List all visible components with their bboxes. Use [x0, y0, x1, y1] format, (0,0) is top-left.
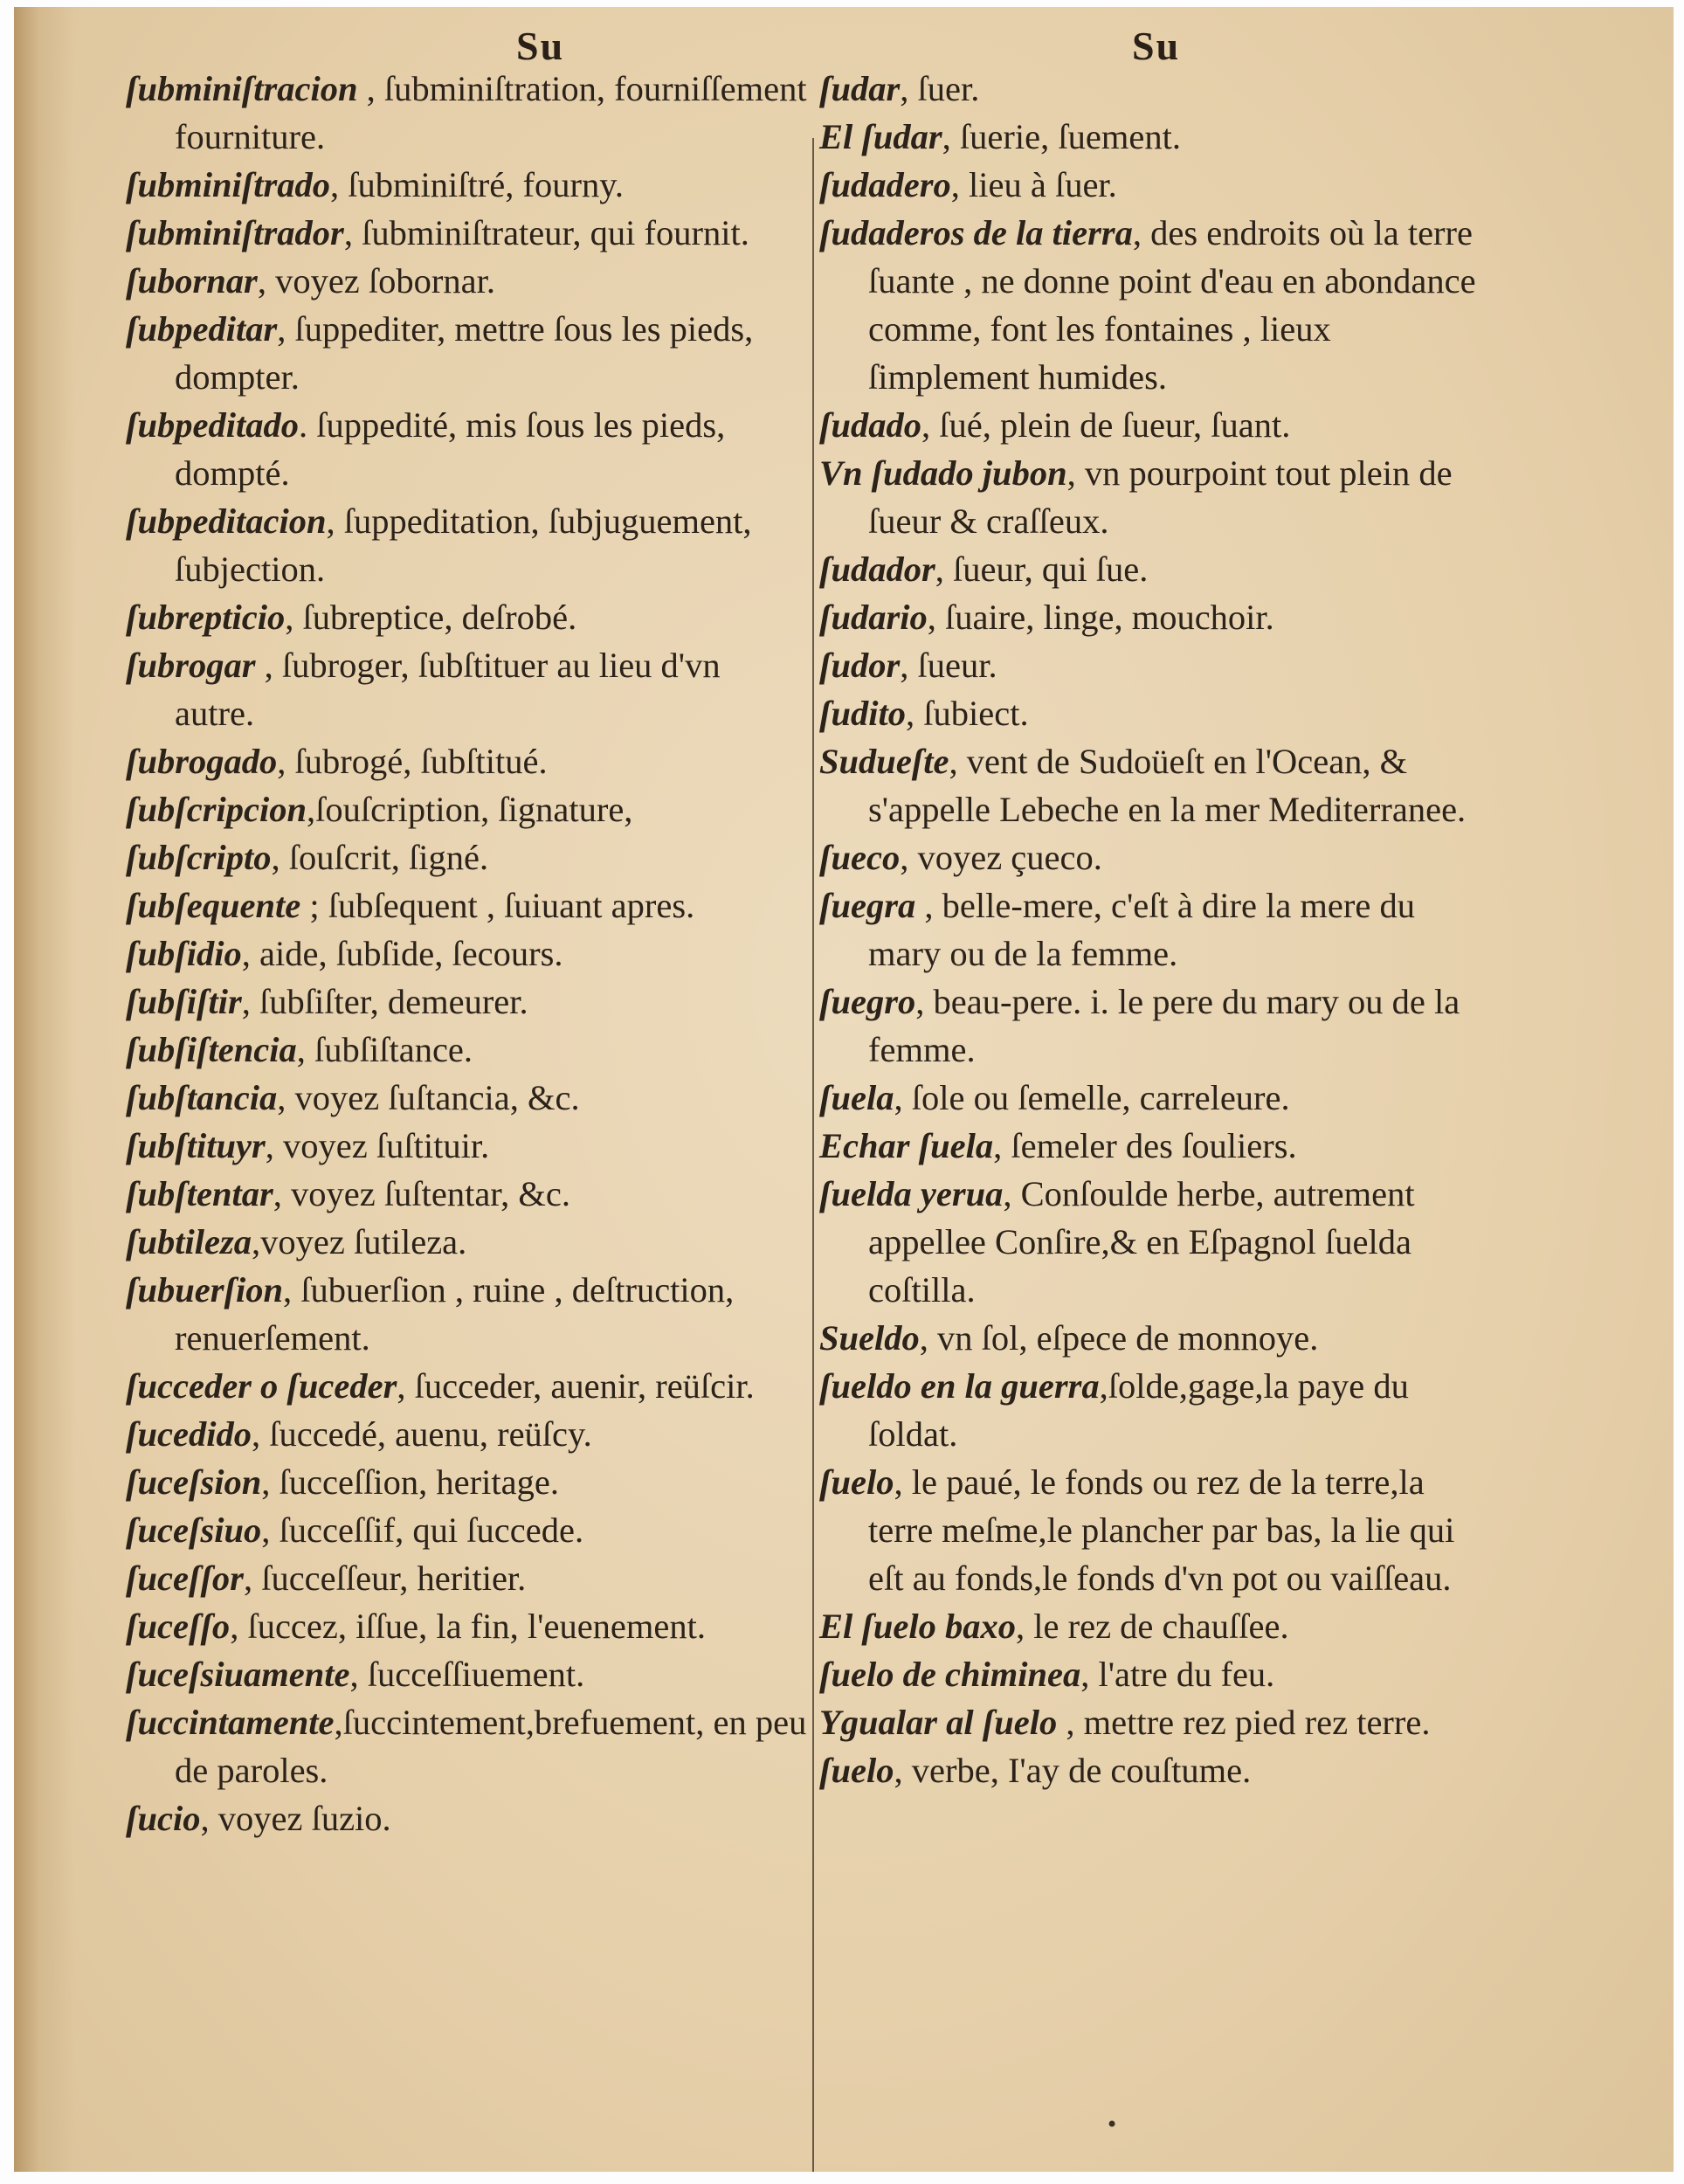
headword: ſubpeditado [126, 405, 299, 445]
dictionary-entry [819, 161, 1487, 209]
definition: , ſucceſſiuement. [349, 1655, 585, 1694]
headword: ſubornar [126, 261, 258, 301]
headword: ſucedido [126, 1414, 252, 1454]
dictionary-entry [126, 930, 807, 978]
dictionary-entry [819, 1746, 1487, 1794]
dictionary-entry [819, 1314, 1487, 1362]
dictionary-entry [126, 209, 807, 257]
headword: ſuelo de chiminea [819, 1655, 1081, 1694]
dictionary-entry [126, 65, 807, 161]
headword: ſubſcripto [126, 838, 272, 877]
headword: ſubrepticio [126, 598, 286, 637]
dictionary-entry [126, 1506, 807, 1554]
headword: ſudaderos de la tierra [819, 213, 1133, 252]
right-column [819, 65, 1492, 1794]
headword: ſubuerſion [126, 1270, 284, 1310]
definition: , ſubuerſion , ruine , deſtruction, renuerſement. [175, 1270, 735, 1358]
headword: Sueldo [819, 1318, 920, 1358]
headword: El ſuelo baxo [819, 1607, 1017, 1646]
headword: ſubſtituyr [126, 1126, 266, 1165]
headword: ſudadero [819, 165, 951, 204]
dictionary-entry [126, 785, 807, 833]
definition: , ſubminiſtrateur, qui fournit. [343, 213, 749, 252]
definition: , Conſoulde herbe, autrement appellee Conſire,& en Eſpagnol ſuelda coſtilla. [868, 1174, 1415, 1310]
dictionary-entry [126, 833, 807, 881]
headword: Sudueſte [819, 742, 949, 781]
definition: , ſucceder, auenir, reüſcir. [397, 1366, 755, 1406]
definition: , ſucceſſif, qui ſuccede. [261, 1510, 584, 1550]
dictionary-entry [819, 545, 1487, 593]
definition: , mettre rez pied rez terre. [1057, 1703, 1431, 1742]
definition: , ſuccez, iſſue, la fin, l'euenement. [230, 1607, 706, 1646]
definition: , ſubſiſtance. [296, 1030, 473, 1069]
headword: Echar ſuela [819, 1126, 994, 1165]
definition: ,voyez ſutileza. [252, 1222, 467, 1261]
definition: , ſueur, qui ſue. [935, 549, 1149, 589]
headword: ſubminiſtrador [126, 213, 344, 252]
headword: ſubſcripcion [126, 790, 307, 829]
headword: ſuceſſo [126, 1607, 231, 1646]
definition: , ſuppediter, mettre ſous les pieds, dompter. [175, 309, 754, 397]
definition: , ſuer. [900, 69, 980, 108]
dictionary-entry [126, 1650, 807, 1698]
dictionary-entry [819, 833, 1487, 881]
definition: , l'atre du feu. [1080, 1655, 1275, 1694]
headword: ſucceder o ſuceder [126, 1366, 397, 1406]
definition: , ſucceſſion, heritage. [261, 1462, 559, 1502]
definition: ,ſolde,gage,la paye du ſoldat. [868, 1366, 1409, 1454]
definition: ,ſuccintement,brefuement, en peu de paroles. [175, 1703, 807, 1790]
dictionary-entry [819, 1602, 1487, 1650]
headword: ſuceſsiuo [126, 1510, 262, 1550]
dictionary-entry [819, 1458, 1487, 1602]
headword: ſuelo [819, 1751, 894, 1790]
definition: , ſuaire, linge, mouchoir. [927, 598, 1274, 637]
definition: , ſuccedé, auenu, reüſcy. [251, 1414, 592, 1454]
dictionary-entry [126, 1362, 807, 1410]
headword: ſuegra [819, 886, 916, 925]
dictionary-entry [126, 1602, 807, 1650]
dictionary-entry [819, 737, 1487, 833]
definition: , ſuerie, ſuement. [942, 117, 1181, 156]
dictionary-entry [819, 1074, 1487, 1122]
dictionary-entry [126, 1218, 807, 1266]
definition: , voyez ſobornar. [257, 261, 495, 301]
dictionary-entry [126, 1410, 807, 1458]
dictionary-entry [819, 113, 1487, 161]
definition: , ſubroger, ſubſtituer au lieu d'vn autre. [175, 646, 721, 733]
dictionary-entry [126, 881, 807, 930]
definition: , ſemeler des ſouliers. [993, 1126, 1297, 1165]
headword: ſubtileza [126, 1222, 252, 1261]
dictionary-entry [126, 641, 807, 737]
headword: ſudador [819, 549, 935, 589]
definition: , ſuppeditation, ſubjuguement, ſubjection. [175, 501, 752, 589]
definition: , belle-mere, c'eſt à dire la mere du mary ou de la femme. [868, 886, 1415, 973]
headword: ſudado [819, 405, 922, 445]
headword: ſubſtentar [126, 1174, 273, 1213]
dictionary-entry [819, 1362, 1487, 1458]
definition: , ſucceſſeur, heritier. [243, 1559, 527, 1598]
definition: , voyez çueco. [900, 838, 1102, 877]
dictionary-entry [819, 401, 1487, 449]
dictionary-entry [819, 1650, 1487, 1698]
headword: ſuceſſor [126, 1559, 244, 1598]
definition: , des endroits où la terre ſuante , ne donne point d'eau en abondance comme, font les fontaines , lieux ſimplement humides. [868, 213, 1476, 397]
headword: ſudor [819, 646, 901, 685]
dictionary-entry [819, 1170, 1487, 1314]
page-binding-shadow [14, 7, 75, 2172]
headword: ſubſidio [126, 934, 242, 973]
dictionary-entry [126, 1026, 807, 1074]
definition: , voyez ſuſtentar, &c. [273, 1174, 571, 1213]
definition: , aide, ſubſide, ſecours. [241, 934, 563, 973]
definition: , vn pourpoint tout plein de ſueur & craſſeux. [868, 453, 1453, 541]
dictionary-entry [126, 257, 807, 305]
headword: El ſudar [819, 117, 942, 156]
headword: ſubpeditacion [126, 501, 327, 541]
definition: , ſubrogé, ſubſtitué. [277, 742, 548, 781]
definition: , voyez ſuzio. [200, 1799, 391, 1838]
headword: ſudito [819, 694, 907, 733]
definition: , ſubreptice, deſrobé. [285, 598, 577, 637]
dictionary-entry [126, 1122, 807, 1170]
dictionary-entry [819, 593, 1487, 641]
headword: ſuccintamente [126, 1703, 335, 1742]
dictionary-entry [819, 978, 1487, 1074]
dictionary-entry [126, 1074, 807, 1122]
definition: , voyez ſuſtancia, &c. [277, 1078, 580, 1117]
definition: ,ſouſcription, ſignature, [307, 790, 633, 829]
headword: ſubſequente [126, 886, 301, 925]
headword: Vn ſudado jubon [819, 453, 1067, 493]
dictionary-entry [126, 1794, 807, 1842]
dictionary-entry [126, 1170, 807, 1218]
definition: , vn ſol, eſpece de monnoye. [919, 1318, 1319, 1358]
definition: , ſubminiſtration, fourniſſement fourniture. [175, 69, 807, 156]
headword: ſubſiſtencia [126, 1030, 297, 1069]
dictionary-entry [126, 305, 807, 401]
dictionary-entry [819, 65, 1487, 113]
dictionary-entry [819, 641, 1487, 689]
headword: ſuceſsiuamente [126, 1655, 350, 1694]
dictionary-entry [819, 689, 1487, 737]
dictionary-entry [126, 1554, 807, 1602]
headword: ſubpeditar [126, 309, 278, 349]
headword: ſubminiſtracion [126, 69, 358, 108]
book-page [14, 7, 1674, 2172]
definition: , ſole ou ſemelle, carreleure. [894, 1078, 1290, 1117]
dictionary-entry [126, 1458, 807, 1506]
headword: ſudar [819, 69, 901, 108]
definition: , verbe, I'ay de couſtume. [894, 1751, 1252, 1790]
headword: ſudario [819, 598, 928, 637]
dictionary-entry [126, 593, 807, 641]
headword: ſuelda yerua [819, 1174, 1004, 1213]
definition: , ſubiect. [906, 694, 1029, 733]
headword: ſucio [126, 1799, 201, 1838]
dictionary-entry [126, 1266, 807, 1362]
running-head-left: Su [516, 24, 565, 68]
definition: , ſubſiſter, demeurer. [241, 982, 528, 1021]
dictionary-entry [126, 1698, 807, 1794]
definition: , voyez ſuſtituir. [265, 1126, 490, 1165]
page-mark: • [1106, 2112, 1119, 2137]
dictionary-entry [126, 978, 807, 1026]
headword: ſueldo en la guerra [819, 1366, 1100, 1406]
dictionary-entry [819, 881, 1487, 978]
dictionary-entry [126, 401, 807, 497]
definition: , vent de Sudoüeſt en l'Ocean, & s'appelle Lebeche en la mer Mediterranee. [868, 742, 1467, 829]
headword: Ygualar al ſuelo [819, 1703, 1058, 1742]
headword: ſubſtancia [126, 1078, 278, 1117]
definition: , ſué, plein de ſueur, ſuant. [921, 405, 1291, 445]
headword: ſubſiſtir [126, 982, 242, 1021]
dictionary-entry [819, 449, 1487, 545]
headword: ſuceſsion [126, 1462, 262, 1502]
left-column [126, 65, 816, 1842]
headword: ſuela [819, 1078, 894, 1117]
definition: , ſueur. [900, 646, 997, 685]
definition: ; ſubſequent , ſuiuant apres. [300, 886, 695, 925]
headword: ſubminiſtrado [126, 165, 331, 204]
dictionary-entry [126, 737, 807, 785]
headword: ſubrogado [126, 742, 278, 781]
definition: , ſouſcrit, ſigné. [271, 838, 489, 877]
dictionary-entry [819, 209, 1487, 401]
running-head-right: Su [1132, 24, 1181, 68]
headword: ſuelo [819, 1462, 894, 1502]
definition: , le paué, le fonds ou rez de la terre,la terre meſme,le plancher par bas, la lie qui eſt au fonds,le fonds d'vn pot ou vaiſſeau. [868, 1462, 1455, 1598]
definition: , le rez de chauſſee. [1016, 1607, 1289, 1646]
dictionary-entry [819, 1122, 1487, 1170]
dictionary-entry [126, 497, 807, 593]
definition: . ſuppedité, mis ſous les pieds, dompté. [175, 405, 726, 493]
definition: , beau-pere. i. le pere du mary ou de la femme. [868, 982, 1460, 1069]
headword: ſubrogar [126, 646, 256, 685]
headword: ſuegro [819, 982, 916, 1021]
definition: , lieu à ſuer. [950, 165, 1117, 204]
headword: ſueco [819, 838, 901, 877]
dictionary-entry [819, 1698, 1487, 1746]
dictionary-entry [126, 161, 807, 209]
definition: , ſubminiſtré, fourny. [330, 165, 624, 204]
